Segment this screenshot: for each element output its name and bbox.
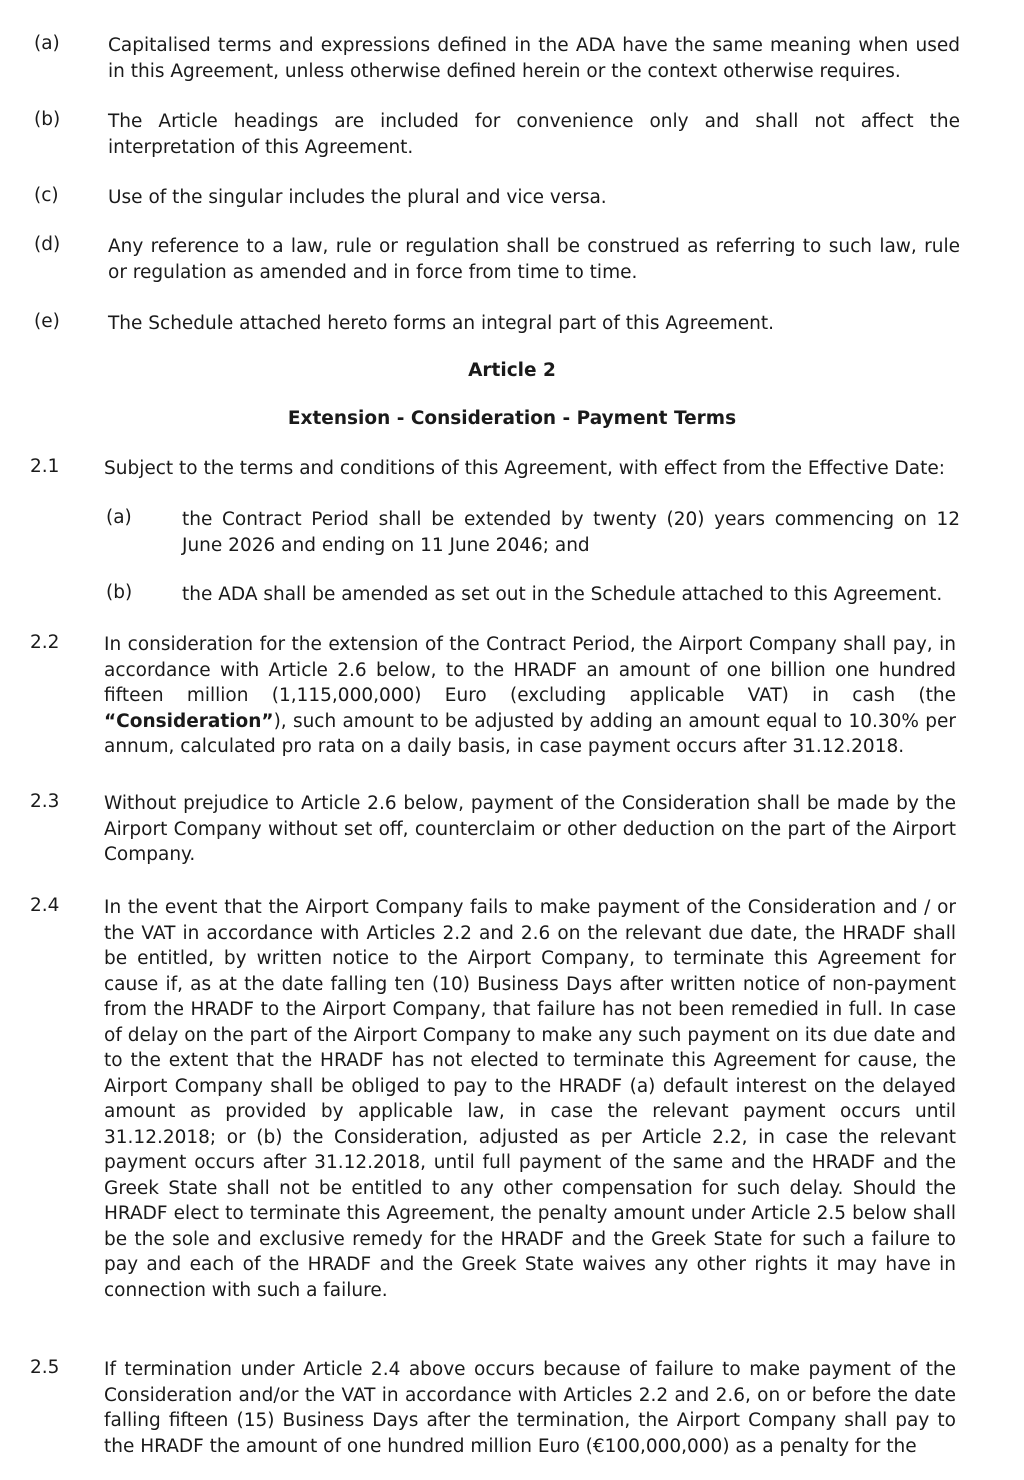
- item-label: (b): [106, 582, 133, 603]
- clause-number: 2.2: [30, 632, 60, 653]
- item-label: (c): [34, 185, 59, 206]
- item-label: (b): [34, 109, 61, 130]
- clause-text: If termination under Article 2.4 above occurs because of failure to make payment of the Consideration and/or the VAT in accordance with Articles 2.2 and 2.6, on or before the date falling fifteen (15) Business Days after the termination, the Airport Company shall pay to the HRADF the amount of one hundred million Euro (€100,000,000) as a penalty for the: [104, 1359, 956, 1457]
- clause-text: In the event that the Airport Company fails to make payment of the Consideration and / or the VAT in accordance with Articles 2.2 and 2.6 on the relevant due date, the HRADF shall be entitled, by written notice to the Airport Company, to terminate this Agreement for cause if, as at the date falling ten (10) Business Days after written notice of non-payment from the HRADF to the Airport Company, that failure has not been remedied in full. In case of delay on the part of the Airport Company to make any such payment on its due date and to the extent that the HRADF has not elected to terminate this Agreement for cause, the Airport Company shall be obliged to pay to the HRADF (a) default interest on the delayed amount as provided by applicable law, in case the relevant payment occurs until 31.12.2018; or (b) the Consideration, adjusted as per Article 2.2, in case the relevant payment occurs after 31.12.2018, until full payment of the same and the HRADF and the Greek State shall not be entitled to any other compensation for such delay. Should the HRADF elect to terminate this Agreement, the penalty amount under Article 2.5 below shall be the sole and exclusive remedy for the HRADF and the Greek State for such a failure to pay and each of the HRADF and the Greek State waives any other rights it may have in connection with such a failure.: [104, 897, 956, 1301]
- item-text: Any reference to a law, rule or regulation shall be construed as referring to such law, rule or regulation as amended and in force from time to time.: [108, 236, 960, 283]
- item-text: the Contract Period shall be extended by twenty (20) years commencing on 12 June 2026 and ending on 11 June 2046; and: [182, 509, 960, 556]
- clause-text: [104, 632, 956, 760]
- defined-term-consideration: “Consideration”: [104, 710, 274, 732]
- clause-text-part: In consideration for the extension of the Contract Period, the Airport Company shall pay, in accordance with Article 2.6 below, to the HRADF an amount of one billion one hundred fifteen million (1,115,000,000) Euro (excluding applicable VAT) in cash (the: [104, 634, 956, 706]
- item-label: (d): [34, 234, 61, 255]
- item-label: (a): [106, 507, 132, 528]
- clause-number: 2.4: [30, 895, 60, 916]
- item-text: Capitalised terms and expressions defined in the ADA have the same meaning when used in this Agreement, unless otherwise defined herein or the context otherwise requires.: [108, 35, 960, 82]
- clause-number: 2.1: [30, 456, 60, 477]
- item-label: (e): [34, 311, 60, 332]
- clause-text: Without prejudice to Article 2.6 below, payment of the Consideration shall be made by the Airport Company without set off, counterclaim or other deduction on the part of the Airport Company.: [104, 793, 956, 865]
- item-label: (a): [34, 33, 60, 54]
- article-number: Article 2: [468, 360, 556, 381]
- item-text: The Schedule attached hereto forms an integral part of this Agreement.: [108, 313, 774, 334]
- article-title: Extension - Consideration - Payment Terms: [287, 408, 737, 429]
- clause-text: Subject to the terms and conditions of this Agreement, with effect from the Effective Date:: [104, 458, 945, 479]
- clause-number: 2.5: [30, 1357, 60, 1378]
- clause-text-part: ), such amount to be adjusted by adding an amount equal to 10.30% per annum, calculated pro rata on a daily basis, in case payment occurs after 31.12.2018.: [104, 710, 956, 757]
- item-text: Use of the singular includes the plural and vice versa.: [108, 187, 607, 208]
- clause-number: 2.3: [30, 791, 60, 812]
- item-text: the ADA shall be amended as set out in the Schedule attached to this Agreement.: [182, 584, 943, 605]
- item-text: The Article headings are included for convenience only and shall not affect the interpretation of this Agreement.: [108, 111, 960, 158]
